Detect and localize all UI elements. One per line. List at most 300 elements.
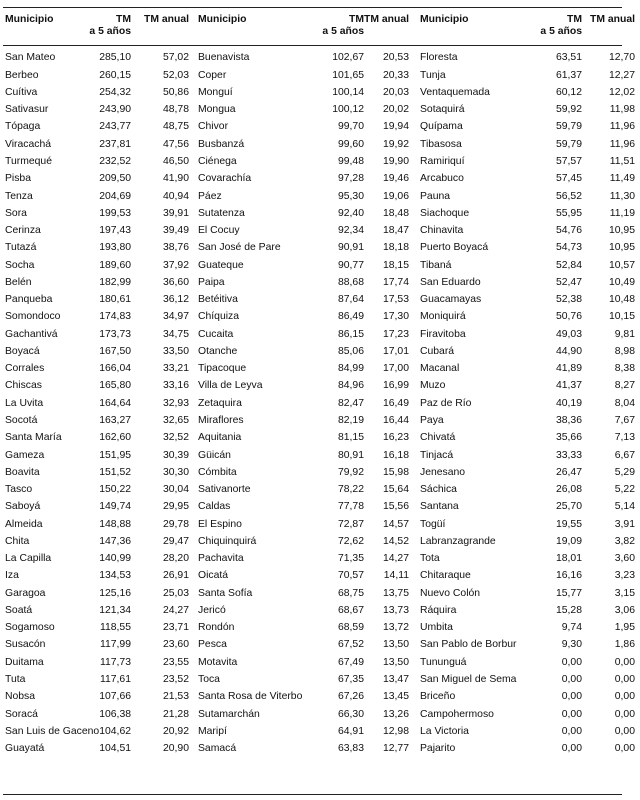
row-group-3 [414, 71, 640, 81]
row-group-3 [414, 502, 640, 512]
tm-anual-cell: 3,82 [614, 535, 635, 547]
row-group-3 [414, 105, 640, 115]
row-group-1 [3, 623, 194, 633]
tm-anual-cell: 13,72 [382, 622, 409, 634]
tm-anual-cell: 5,29 [614, 466, 635, 478]
municipio-cell: El Cocuy [198, 225, 240, 237]
tm-5-anos-cell: 84,99 [337, 363, 364, 375]
municipio-cell: Santa María [5, 432, 62, 444]
tm-5-anos-cell: 41,89 [555, 363, 582, 375]
tm-anual-cell: 20,03 [382, 86, 409, 98]
tm-anual-cell: 14,27 [382, 553, 409, 565]
table-row [3, 102, 635, 119]
tm-5-anos-cell: 82,19 [337, 415, 364, 426]
tm-anual-cell: 14,11 [383, 570, 409, 582]
header-tm-line2: a 5 años [322, 26, 364, 38]
tm-anual-cell: 16,44 [382, 415, 409, 426]
row-group-2 [194, 347, 414, 357]
tm-anual-cell: 10,15 [608, 311, 635, 323]
tm-anual-cell: 12,98 [382, 725, 409, 737]
tm-5-anos-cell: 92,40 [337, 207, 364, 219]
tm-anual-cell: 10,95 [608, 225, 635, 237]
tm-anual-cell: 18,18 [382, 242, 409, 254]
municipio-cell: Ciénega [198, 156, 237, 168]
municipio-cell: Otanche [198, 345, 238, 357]
municipio-cell: Jenesano [420, 466, 466, 478]
municipio-cell: Labranzagrande [420, 535, 496, 547]
header-tm-line2: a 5 años [89, 26, 131, 38]
row-group-2 [194, 209, 414, 219]
tm-anual-cell: 17,01 [382, 345, 409, 357]
row-group-3 [414, 571, 640, 581]
municipio-cell: Duitama [5, 656, 44, 668]
tm-anual-cell: 0,00 [614, 673, 635, 685]
tm-5-anos-cell: 9,30 [561, 639, 582, 651]
tm-anual-cell: 46,50 [162, 156, 189, 168]
municipio-cell: Villa de Leyva [198, 380, 263, 392]
row-group-3 [414, 295, 640, 305]
municipio-cell: Ráquira [420, 604, 457, 616]
tm-5-anos-cell: 40,19 [555, 397, 582, 409]
tm-anual-cell: 26,91 [162, 570, 189, 582]
row-group-2 [194, 295, 414, 305]
tm-5-anos-cell: 88,68 [337, 276, 364, 288]
row-group-2 [194, 192, 414, 202]
tm-5-anos-cell: 56,52 [555, 190, 582, 202]
tm-5-anos-cell: 67,35 [337, 673, 364, 685]
tm-anual-cell: 0,00 [614, 691, 635, 703]
tm-5-anos-cell: 79,92 [337, 466, 364, 478]
municipio-cell: San Miguel de Sema [420, 673, 517, 685]
tm-5-anos-cell: 104,62 [99, 725, 131, 737]
municipio-cell: Coper [198, 69, 227, 81]
municipio-cell: Oicatá [198, 570, 229, 582]
municipio-cell: San Pablo de Borbur [420, 639, 517, 651]
table-row [3, 361, 635, 378]
municipio-cell: Aquitania [198, 432, 242, 444]
tm-5-anos-cell: 77,78 [337, 501, 364, 513]
tm-anual-cell: 7,67 [614, 415, 635, 426]
municipio-cell: Puerto Boyacá [420, 242, 489, 254]
header-municipio: Municipio [420, 14, 469, 25]
tm-anual-cell: 40,94 [162, 190, 189, 202]
tm-anual-cell: 12,27 [608, 69, 635, 81]
tm-anual-cell: 17,53 [382, 294, 409, 306]
tm-5-anos-cell: 81,15 [337, 432, 364, 444]
header-tm-line1: TM [115, 14, 131, 25]
tm-5-anos-cell: 102,67 [332, 52, 364, 64]
tm-5-anos-cell: 84,96 [337, 380, 364, 392]
row-group-2 [194, 243, 414, 253]
table-row [3, 723, 635, 740]
row-group-1 [3, 485, 194, 495]
header-group-1 [3, 14, 194, 39]
tm-5-anos-cell: 125,16 [99, 587, 131, 599]
tm-5-anos-cell: 118,55 [99, 622, 131, 634]
municipio-cell: Togüí [420, 518, 446, 530]
tm-anual-cell: 3,15 [614, 587, 635, 599]
tm-anual-cell: 17,00 [382, 363, 409, 375]
municipio-cell: Zetaquira [198, 397, 242, 409]
table-row [3, 50, 635, 67]
tm-anual-cell: 11,19 [609, 207, 635, 219]
row-group-2 [194, 744, 414, 754]
tm-5-anos-cell: 16,16 [555, 570, 582, 582]
municipio-cell: Tutazá [5, 242, 37, 254]
tm-5-anos-cell: 57,57 [555, 156, 582, 168]
tm-anual-cell: 16,99 [382, 380, 409, 392]
municipio-cell: Socotá [5, 415, 38, 426]
municipio-cell: La Capilla [5, 553, 52, 565]
row-group-3 [414, 727, 640, 737]
tm-5-anos-cell: 117,99 [99, 639, 131, 651]
header-tm-5-anos [83, 14, 131, 39]
tm-anual-cell: 17,30 [382, 311, 409, 323]
row-group-2 [194, 140, 414, 150]
municipio-cell: Sativasur [5, 104, 49, 116]
row-group-3 [414, 485, 640, 495]
tm-5-anos-cell: 151,95 [99, 449, 131, 461]
municipio-cell: Quípama [420, 121, 463, 133]
tm-anual-cell: 3,06 [614, 604, 635, 616]
tm-anual-cell: 20,92 [162, 725, 189, 737]
row-group-1 [3, 675, 194, 685]
table-row [3, 188, 635, 205]
tm-5-anos-cell: 26,08 [555, 484, 582, 496]
row-group-3 [414, 399, 640, 409]
municipio-cell: Sotaquirá [420, 104, 465, 116]
municipio-cell: Pesca [198, 639, 227, 651]
tm-anual-cell: 23,71 [162, 622, 189, 634]
table-row [3, 223, 635, 240]
table-row [3, 67, 635, 84]
row-group-2 [194, 157, 414, 167]
municipio-cell: Corrales [5, 363, 45, 375]
municipio-cell: Muzo [420, 380, 446, 392]
header-group-2 [194, 14, 414, 39]
tm-5-anos-cell: 197,43 [99, 225, 131, 237]
tm-5-anos-cell: 147,36 [99, 535, 131, 547]
municipio-cell: Nuevo Colón [420, 587, 481, 599]
tm-5-anos-cell: 97,28 [337, 173, 364, 185]
municipio-cell: La Uvita [5, 397, 44, 409]
row-group-3 [414, 364, 640, 374]
tm-anual-cell: 0,00 [614, 725, 635, 737]
row-group-1 [3, 606, 194, 616]
municipio-cell: Macanal [420, 363, 460, 375]
table-row [3, 482, 635, 499]
tm-5-anos-cell: 243,77 [99, 121, 131, 133]
tm-anual-cell: 32,52 [162, 432, 189, 444]
tm-5-anos-cell: 232,52 [99, 156, 131, 168]
municipio-cell: Maripí [198, 725, 227, 737]
tm-anual-cell: 15,98 [382, 466, 409, 478]
tm-anual-cell: 13,26 [382, 708, 409, 720]
row-group-2 [194, 174, 414, 184]
municipio-cell: Belén [5, 276, 32, 288]
tm-anual-cell: 14,52 [382, 535, 409, 547]
row-group-1 [3, 209, 194, 219]
row-group-3 [414, 468, 640, 478]
row-group-1 [3, 399, 194, 409]
tm-anual-cell: 20,90 [162, 743, 189, 755]
tm-5-anos-cell: 189,60 [99, 259, 131, 271]
tm-anual-cell: 0,00 [614, 708, 635, 720]
tm-anual-cell: 8,04 [614, 397, 635, 409]
tm-5-anos-cell: 106,38 [99, 708, 131, 720]
table-row [3, 447, 635, 464]
tm-anual-cell: 20,53 [382, 52, 409, 64]
row-group-2 [194, 226, 414, 236]
tm-anual-cell: 1,86 [614, 639, 635, 651]
row-group-3 [414, 174, 640, 184]
tm-anual-cell: 19,46 [382, 173, 409, 185]
tm-5-anos-cell: 99,60 [337, 138, 364, 150]
tm-5-anos-cell: 0,00 [561, 708, 582, 720]
municipio-cell: Mongua [198, 104, 236, 116]
row-group-3 [414, 744, 640, 754]
tm-5-anos-cell: 0,00 [561, 673, 582, 685]
row-group-3 [414, 692, 640, 702]
row-group-1 [3, 433, 194, 443]
table-row [3, 516, 635, 533]
tm-5-anos-cell: 67,49 [337, 656, 364, 668]
tm-anual-cell: 33,50 [162, 345, 189, 357]
tm-anual-cell: 11,51 [609, 156, 635, 168]
tm-anual-cell: 19,92 [382, 138, 409, 150]
tm-5-anos-cell: 85,06 [337, 345, 364, 357]
municipio-cell: Pachavita [198, 553, 244, 565]
row-group-2 [194, 122, 414, 132]
table-row [3, 154, 635, 171]
tm-anual-cell: 20,02 [382, 104, 409, 116]
row-group-1 [3, 122, 194, 132]
municipio-cell: Tota [420, 553, 440, 565]
row-group-1 [3, 278, 194, 288]
row-group-2 [194, 416, 414, 426]
tm-5-anos-cell: 209,50 [99, 173, 131, 185]
municipio-cell: Nobsa [5, 691, 36, 703]
row-group-1 [3, 658, 194, 668]
municipio-cell: Firavitoba [420, 328, 466, 340]
row-group-1 [3, 502, 194, 512]
row-group-1 [3, 727, 194, 737]
header-tm-line1: TM [566, 14, 582, 25]
table-row [3, 344, 635, 361]
row-group-2 [194, 571, 414, 581]
tm-anual-cell: 50,86 [162, 86, 189, 98]
municipio-cell: Sutamarchán [198, 708, 260, 720]
bottom-rule [3, 794, 622, 795]
row-group-2 [194, 312, 414, 322]
row-group-2 [194, 433, 414, 443]
row-group-1 [3, 312, 194, 322]
row-group-3 [414, 537, 640, 547]
tm-5-anos-cell: 0,00 [561, 691, 582, 703]
municipio-cell: Tenza [5, 190, 33, 202]
tm-5-anos-cell: 72,62 [337, 535, 364, 547]
row-group-1 [3, 53, 194, 63]
table-row [3, 568, 635, 585]
table-row [3, 378, 635, 395]
municipio-cell: Sora [5, 207, 27, 219]
tm-anual-cell: 13,45 [382, 691, 409, 703]
table-row [3, 585, 635, 602]
municipio-cell: Briceño [420, 691, 456, 703]
municipio-cell: Sativanorte [198, 484, 251, 496]
tm-anual-cell: 39,49 [162, 225, 189, 237]
table-row [3, 741, 635, 758]
tm-5-anos-cell: 237,81 [99, 138, 131, 150]
row-group-1 [3, 71, 194, 81]
header-tm-line1: TM [348, 14, 364, 25]
row-group-1 [3, 261, 194, 271]
tm-5-anos-cell: 63,83 [337, 743, 364, 755]
tm-5-anos-cell: 180,61 [99, 294, 131, 306]
row-group-1 [3, 554, 194, 564]
tm-anual-cell: 23,60 [162, 639, 189, 651]
row-group-1 [3, 140, 194, 150]
tm-5-anos-cell: 38,36 [555, 415, 582, 426]
table-row [3, 499, 635, 516]
row-group-2 [194, 502, 414, 512]
tm-anual-cell: 11,96 [609, 121, 635, 133]
table-row [3, 533, 635, 550]
table-row [3, 395, 635, 412]
municipio-cell: Viracachá [5, 138, 52, 150]
header-tm-line2: a 5 años [540, 26, 582, 38]
tm-5-anos-cell: 107,66 [99, 691, 131, 703]
municipio-cell: Toca [198, 673, 220, 685]
municipio-cell: Tópaga [5, 121, 41, 133]
tm-5-anos-cell: 100,12 [332, 104, 364, 116]
tm-anual-cell: 36,60 [162, 276, 189, 288]
row-group-1 [3, 330, 194, 340]
row-group-1 [3, 537, 194, 547]
tm-5-anos-cell: 148,88 [99, 518, 131, 530]
tm-5-anos-cell: 0,00 [561, 743, 582, 755]
municipio-cell: Miraflores [198, 415, 244, 426]
municipio-cell: Buenavista [198, 52, 250, 64]
table-row [3, 119, 635, 136]
municipio-cell: Jericó [198, 604, 226, 616]
tm-5-anos-cell: 151,52 [99, 466, 131, 478]
tm-5-anos-cell: 104,51 [99, 743, 131, 755]
municipio-cell: Tipacoque [198, 363, 247, 375]
row-group-3 [414, 640, 640, 650]
tm-5-anos-cell: 163,27 [99, 415, 131, 426]
row-group-3 [414, 433, 640, 443]
tm-5-anos-cell: 71,35 [337, 553, 364, 565]
municipio-cell: Motavita [198, 656, 238, 668]
tm-anual-cell: 11,98 [609, 104, 635, 116]
tm-5-anos-cell: 70,57 [337, 570, 364, 582]
tm-anual-cell: 13,73 [382, 604, 409, 616]
table-row [3, 706, 635, 723]
tm-5-anos-cell: 254,32 [99, 86, 131, 98]
municipio-cell: Rondón [198, 622, 235, 634]
tm-anual-cell: 10,95 [608, 242, 635, 254]
tm-anual-cell: 13,50 [382, 639, 409, 651]
tm-5-anos-cell: 61,37 [555, 69, 582, 81]
tm-5-anos-cell: 68,59 [337, 622, 364, 634]
tm-5-anos-cell: 204,69 [99, 190, 131, 202]
municipio-cell: Panqueba [5, 294, 53, 306]
table-row [3, 620, 635, 637]
tm-5-anos-cell: 90,91 [337, 242, 364, 254]
tm-5-anos-cell: 67,52 [337, 639, 364, 651]
table-row [3, 689, 635, 706]
tm-5-anos-cell: 285,10 [99, 52, 131, 64]
tm-5-anos-cell: 59,79 [555, 121, 582, 133]
tm-5-anos-cell: 63,51 [555, 52, 582, 64]
tm-anual-cell: 15,56 [382, 501, 409, 513]
tm-5-anos-cell: 100,14 [332, 86, 364, 98]
tm-5-anos-cell: 52,47 [555, 276, 582, 288]
row-group-2 [194, 53, 414, 63]
tm-anual-cell: 41,90 [162, 173, 189, 185]
row-group-3 [414, 381, 640, 391]
municipio-cell: Chiquinquirá [198, 535, 257, 547]
row-group-2 [194, 606, 414, 616]
municipio-cell: Chivatá [420, 432, 456, 444]
municipio-cell: Betéitiva [198, 294, 238, 306]
tm-anual-cell: 23,52 [162, 673, 189, 685]
row-group-1 [3, 192, 194, 202]
tm-anual-cell: 10,57 [608, 259, 635, 271]
tm-5-anos-cell: 95,30 [337, 190, 364, 202]
municipio-cell: Umbita [420, 622, 453, 634]
tm-anual-cell: 12,77 [382, 743, 409, 755]
row-group-3 [414, 675, 640, 685]
municipio-cell: Pauna [420, 190, 451, 202]
tm-anual-cell: 11,96 [609, 138, 635, 150]
tm-5-anos-cell: 66,30 [337, 708, 364, 720]
tm-5-anos-cell: 243,90 [99, 104, 131, 116]
municipio-cell: Saboyá [5, 501, 41, 513]
municipio-cell: Tununguá [420, 656, 467, 668]
tm-anual-cell: 18,47 [382, 225, 409, 237]
tm-5-anos-cell: 260,15 [99, 69, 131, 81]
tm-5-anos-cell: 57,45 [555, 173, 582, 185]
municipio-cell: Tuta [5, 673, 26, 685]
tm-5-anos-cell: 0,00 [561, 656, 582, 668]
tm-anual-cell: 11,30 [609, 190, 635, 202]
table-row [3, 464, 635, 481]
table-row [3, 413, 635, 430]
tm-5-anos-cell: 33,33 [555, 449, 582, 461]
municipio-cell: Sogamoso [5, 622, 55, 634]
row-group-3 [414, 330, 640, 340]
tm-5-anos-cell: 18,01 [555, 553, 582, 565]
tm-anual-cell: 33,21 [162, 363, 189, 375]
tm-5-anos-cell: 0,00 [561, 725, 582, 737]
tm-anual-cell: 15,64 [382, 484, 409, 496]
municipio-cell: Tasco [5, 484, 33, 496]
municipio-cell: Socha [5, 259, 35, 271]
municipio-cell: Garagoa [5, 587, 46, 599]
tm-5-anos-cell: 59,92 [555, 104, 582, 116]
tm-5-anos-cell: 174,83 [99, 311, 131, 323]
municipio-cell: Almeida [5, 518, 43, 530]
municipio-cell: Chíquiza [198, 311, 240, 323]
tm-5-anos-cell: 19,55 [555, 518, 582, 530]
tm-anual-cell: 5,14 [614, 501, 635, 513]
tm-5-anos-cell: 150,22 [99, 484, 131, 496]
tm-5-anos-cell: 121,34 [99, 604, 131, 616]
row-group-3 [414, 278, 640, 288]
municipio-cell: Chiscas [5, 380, 42, 392]
